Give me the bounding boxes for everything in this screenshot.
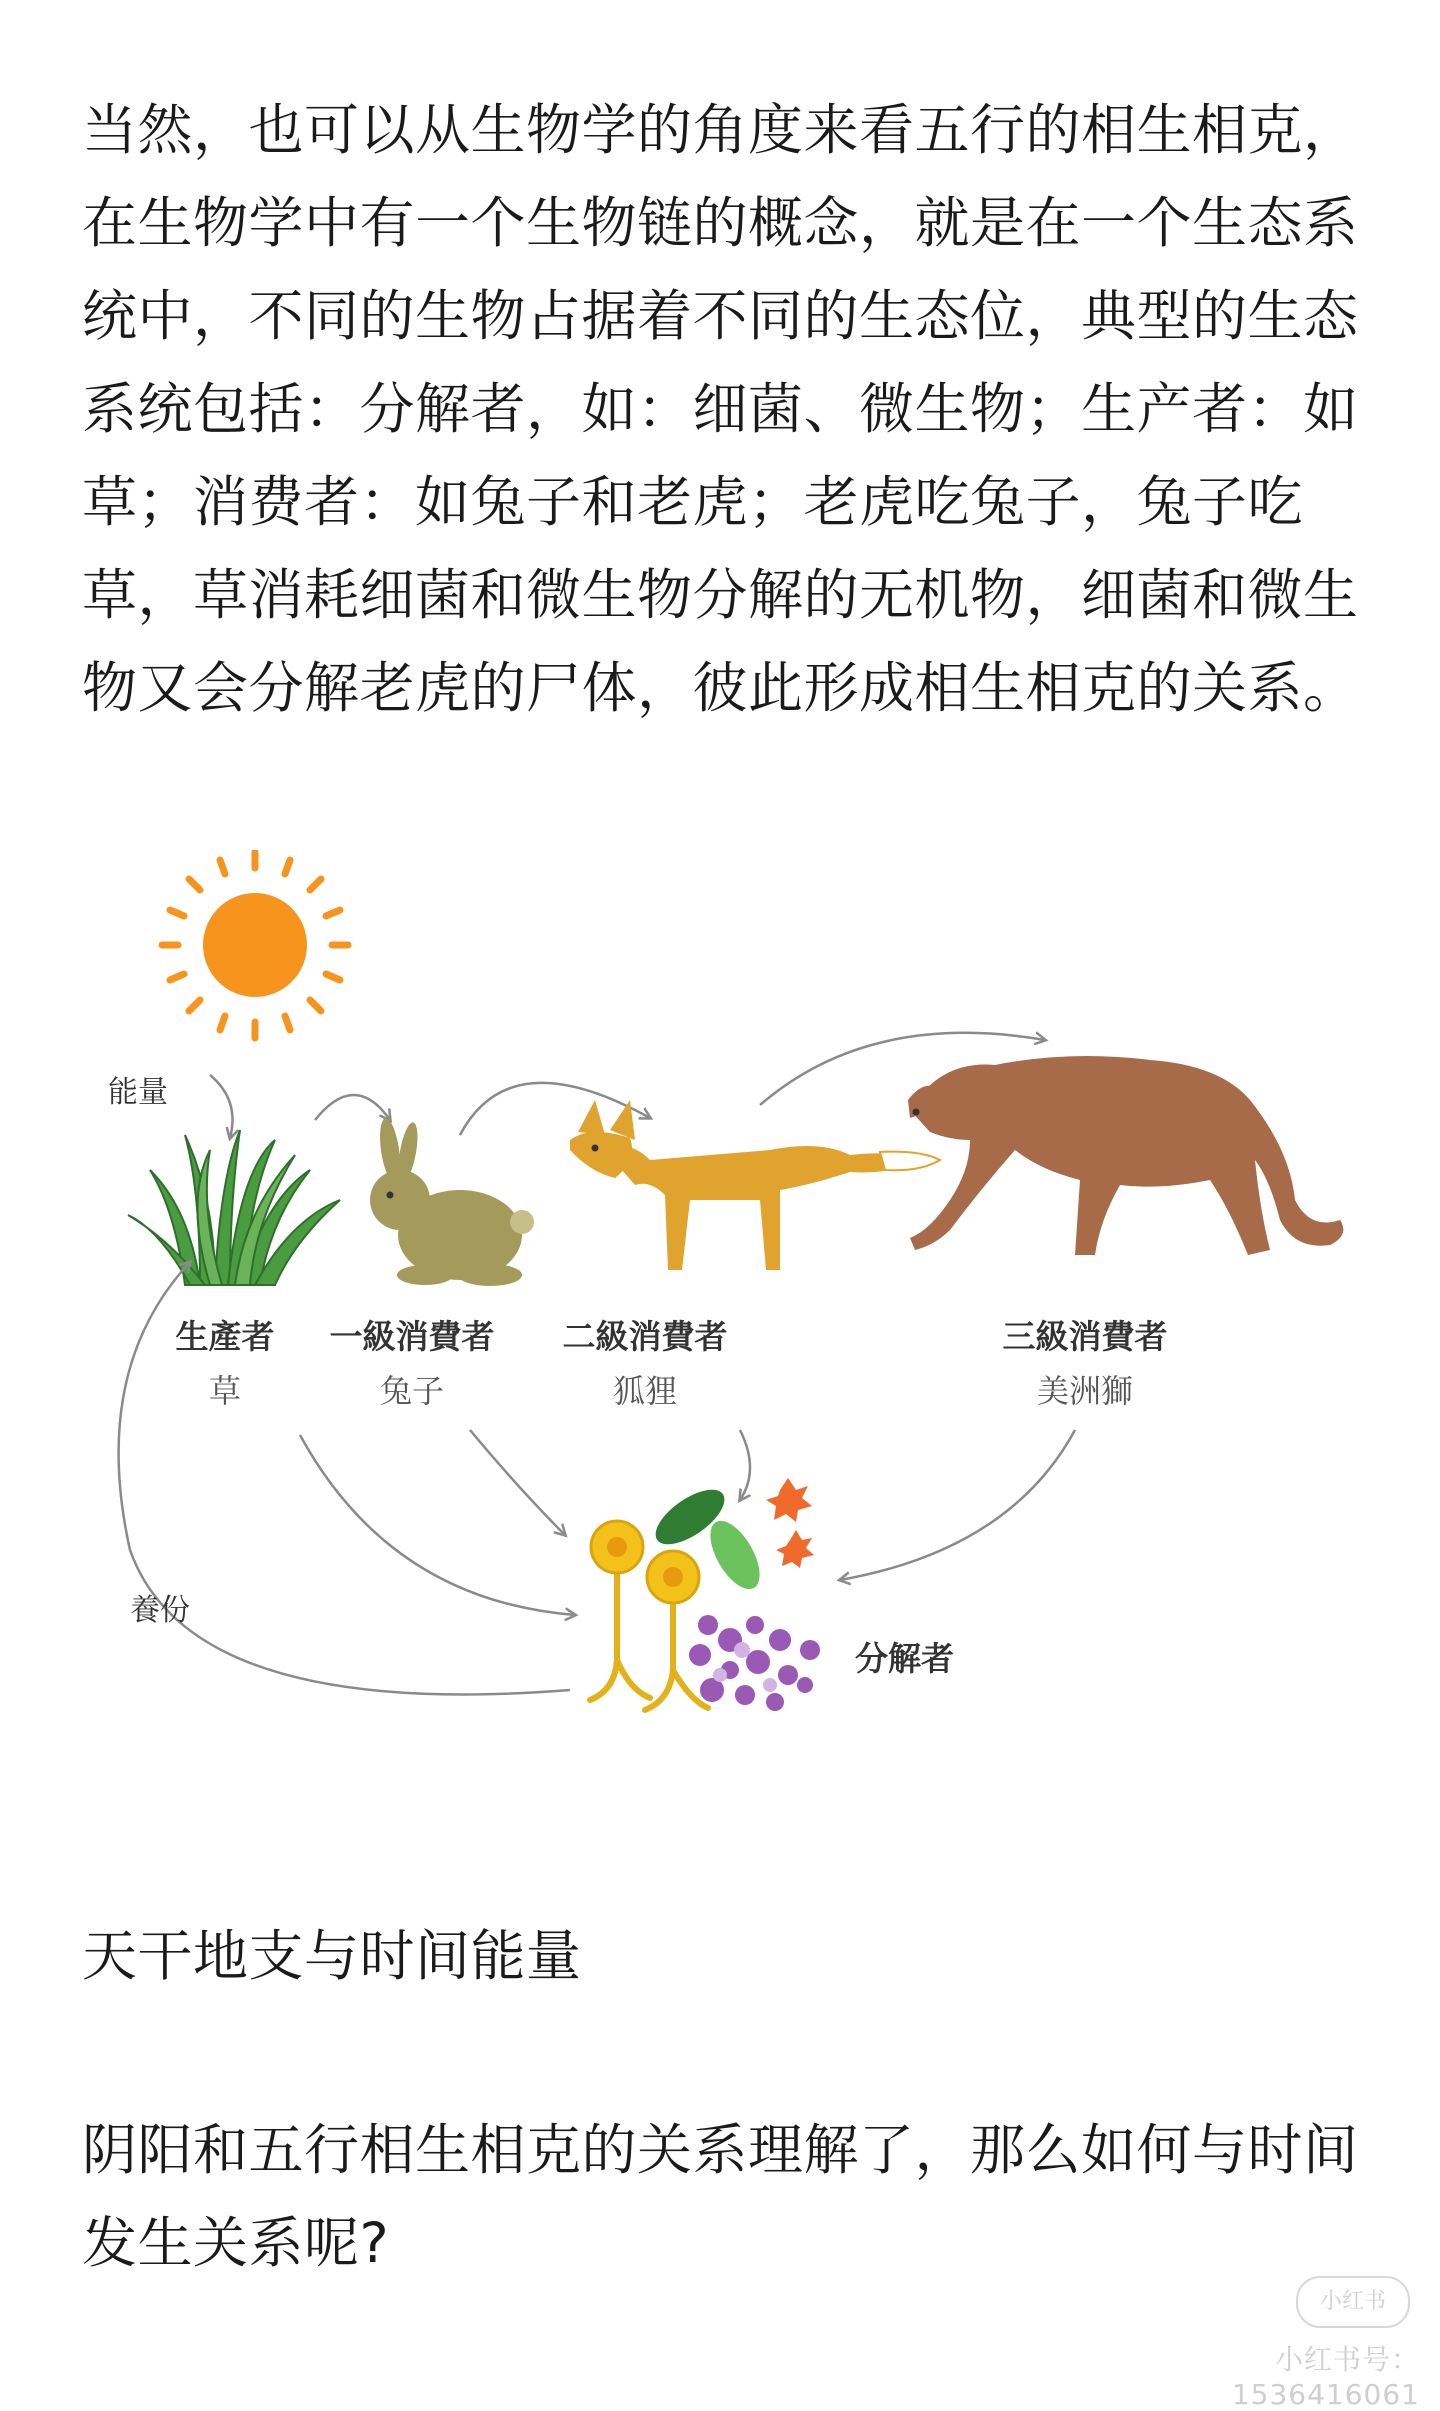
arrow-grass-to-decomposer <box>300 1435 575 1615</box>
arrow-rabbit-to-decomposer <box>470 1430 565 1535</box>
article-paragraph-food-chain: 当然，也可以从生物学的角度来看五行的相生相克，在生物学中有一个生物链的概念，就是在一个生态系统中，不同的生物占据着不同的生态位，典型的生态系统包括：分解者，如：细菌、微生物；生产者：如草；消费者：如兔子和老虎；老虎吃兔子，兔子吃草，草消耗细菌和微生物分解的无机物，细菌和微生物又会分解老虎的尸体，彼此形成相生相克的关系。 <box>82 98 1359 720</box>
nutrients-label: 養份 <box>130 1593 190 1628</box>
xiaohongshu-logo-watermark: 小红书 <box>1296 2276 1410 2328</box>
decomposer-icon <box>590 1478 820 1711</box>
secondary-consumer-name: 狐狸 <box>612 1372 678 1410</box>
primary-consumer-name: 兔子 <box>379 1372 445 1410</box>
decomposer-label: 分解者 <box>855 1639 954 1678</box>
tertiary-consumer-name: 美洲獅 <box>1036 1372 1134 1410</box>
grass-icon <box>128 1130 340 1285</box>
section-heading: 天干地支与时间能量 <box>82 1924 582 1988</box>
food-chain-diagram <box>90 850 1350 1750</box>
food-chain-illustration <box>90 850 1350 1750</box>
rabbit-icon <box>370 1117 534 1286</box>
tertiary-consumer-title: 三級消費者 <box>1002 1317 1168 1356</box>
sun-icon <box>162 852 348 1038</box>
arrow-grass-to-rabbit <box>315 1095 390 1120</box>
producer-title: 生產者 <box>175 1317 275 1356</box>
primary-consumer-title: 一級消費者 <box>329 1317 495 1356</box>
account-id-watermark: 小红书号：1536416061 <box>1231 2343 1420 2411</box>
energy-label: 能量 <box>108 1075 168 1110</box>
arrow-cougar-to-decomposer <box>840 1430 1075 1580</box>
secondary-consumer-title: 二級消費者 <box>562 1317 728 1356</box>
energy-arrow <box>210 1075 233 1138</box>
article-paragraph-time: 阴阳和五行相生相克的关系理解了，那么如何与时间发生关系呢? <box>82 2118 1359 2275</box>
arrow-fox-to-decomposer <box>740 1430 750 1500</box>
producer-name: 草 <box>208 1372 242 1410</box>
cougar-icon <box>908 1056 1343 1255</box>
fox-icon <box>570 1100 940 1270</box>
